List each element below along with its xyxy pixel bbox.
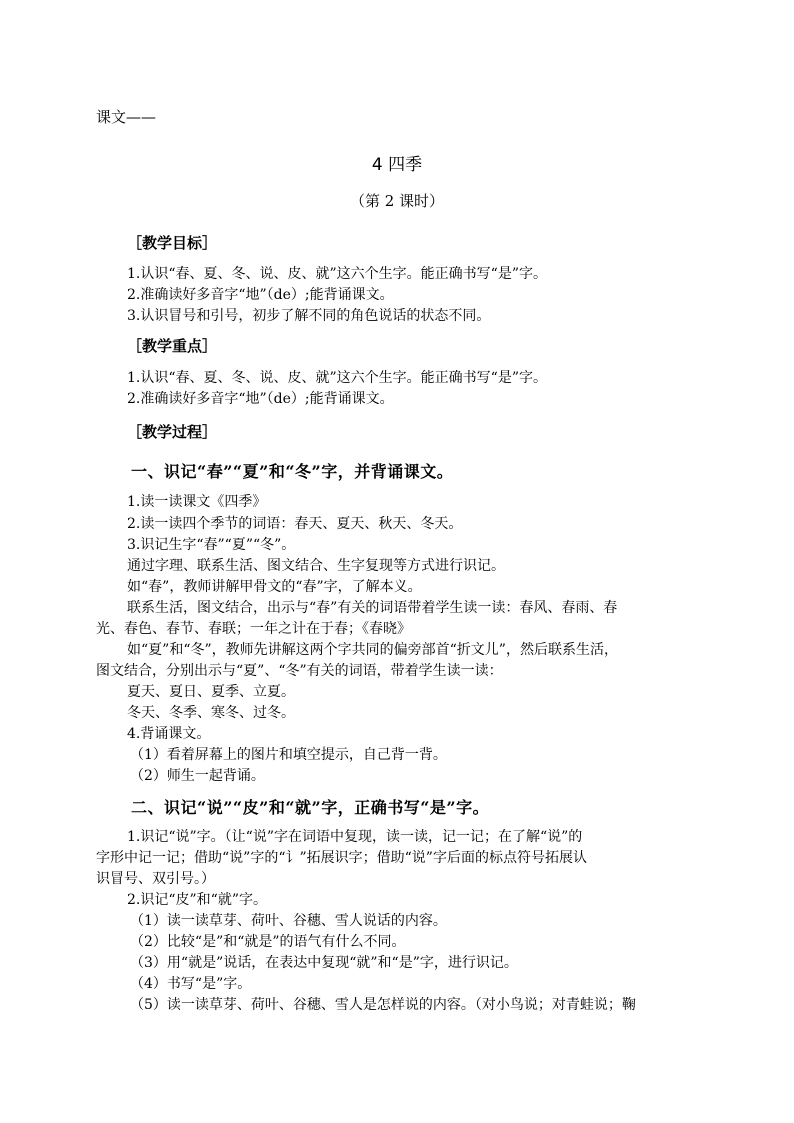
part2-line: 识冒号、双引号。） [96, 871, 215, 887]
part1-line: 光、春色、春节、春联；一年之计在于春；《春晓》 [96, 621, 411, 637]
part1-line: （2）师生一起背诵。 [130, 768, 265, 784]
goal-line: 3.认识冒号和引号，初步了解不同的角色说话的状态不同。 [127, 308, 491, 324]
lesson-label: 课文—— [96, 108, 157, 126]
part1-line: 3.识记生字“春”“夏”“冬”。 [127, 537, 296, 553]
part1-line: 2.读一读四个季节的词语：春天、夏天、秋天、冬天。 [127, 516, 463, 532]
section-key-heading: ［教学重点］ [127, 337, 218, 355]
part1-line: 图文结合，分别出示与“夏”、“冬”有关的词语，带着学生读一读： [96, 663, 503, 679]
part2-line: （3）用“就是”说话，在表达中复现“就”和“是”字，进行识记。 [130, 955, 518, 971]
page-subtitle: （第 2 课时） [349, 192, 445, 210]
part1-line: 4.背诵课文。 [127, 726, 211, 742]
part1-line: 夏天、夏日、夏季、立夏。 [127, 684, 295, 700]
part2-line: 2.识记“皮”和“就”字。 [127, 892, 267, 908]
key-line: 1.认识“春、夏、冬、说、皮、就”这六个生字。能正确书写“是”字。 [127, 370, 547, 386]
part1-line: 如“春”，教师讲解甲骨文的“春”字，了解本义。 [127, 579, 422, 595]
goal-line: 1.认识“春、夏、冬、说、皮、就”这六个生字。能正确书写“是”字。 [127, 266, 547, 282]
part2-line: （5）读一读草芽、荷叶、谷穗、雪人是怎样说的内容。（对小鸟说；对青蛙说；鞠 [130, 997, 636, 1013]
part1-line: 通过字理、联系生活、图文结合、生字复现等方式进行识记。 [127, 558, 505, 574]
part1-line: 联系生活，图文结合，出示与“春”有关的词语带着学生读一读：春风、春雨、春 [127, 600, 618, 616]
part1-line: （1）看着屏幕上的图片和填空提示，自己背一背。 [130, 747, 447, 763]
part2-line: （2）比较“是”和“就是”的语气有什么不同。 [130, 934, 406, 950]
part2-line: 字形中记一记；借助“说”字的“讠”拓展识字；借助“说”字后面的标点符号拓展认 [96, 850, 587, 866]
goal-line: 2.准确读好多音字“地”（de）;能背诵课文。 [127, 287, 394, 303]
part2-line: 1.识记“说”字。（让“说”字在词语中复现，读一读，记一记；在了解“说”的 [127, 829, 583, 845]
part1-line: 如“夏”和“冬”，教师先讲解这两个字共同的偏旁部首“折文儿”，然后联系生活， [127, 642, 618, 658]
part2-line: （1）读一读草芽、荷叶、谷穗、雪人说话的内容。 [130, 913, 447, 929]
key-line: 2.准确读好多音字“地”（de）;能背诵课文。 [127, 391, 394, 407]
section-process-heading: ［教学过程］ [127, 423, 218, 441]
part1-line: 冬天、冬季、寒冬、过冬。 [127, 705, 295, 721]
page-title: 4 四季 [371, 155, 423, 175]
part1-line: 1.读一读课文《四季》 [127, 494, 267, 510]
part2-heading: 二、识记“说”“皮”和“就”字，正确书写“是”字。 [131, 798, 490, 817]
part2-line: （4）书写“是”字。 [130, 976, 252, 992]
part1-heading: 一、识记“春”“夏”和“冬”字，并背诵课文。 [131, 462, 454, 481]
section-goals-heading: ［教学目标］ [127, 234, 218, 252]
